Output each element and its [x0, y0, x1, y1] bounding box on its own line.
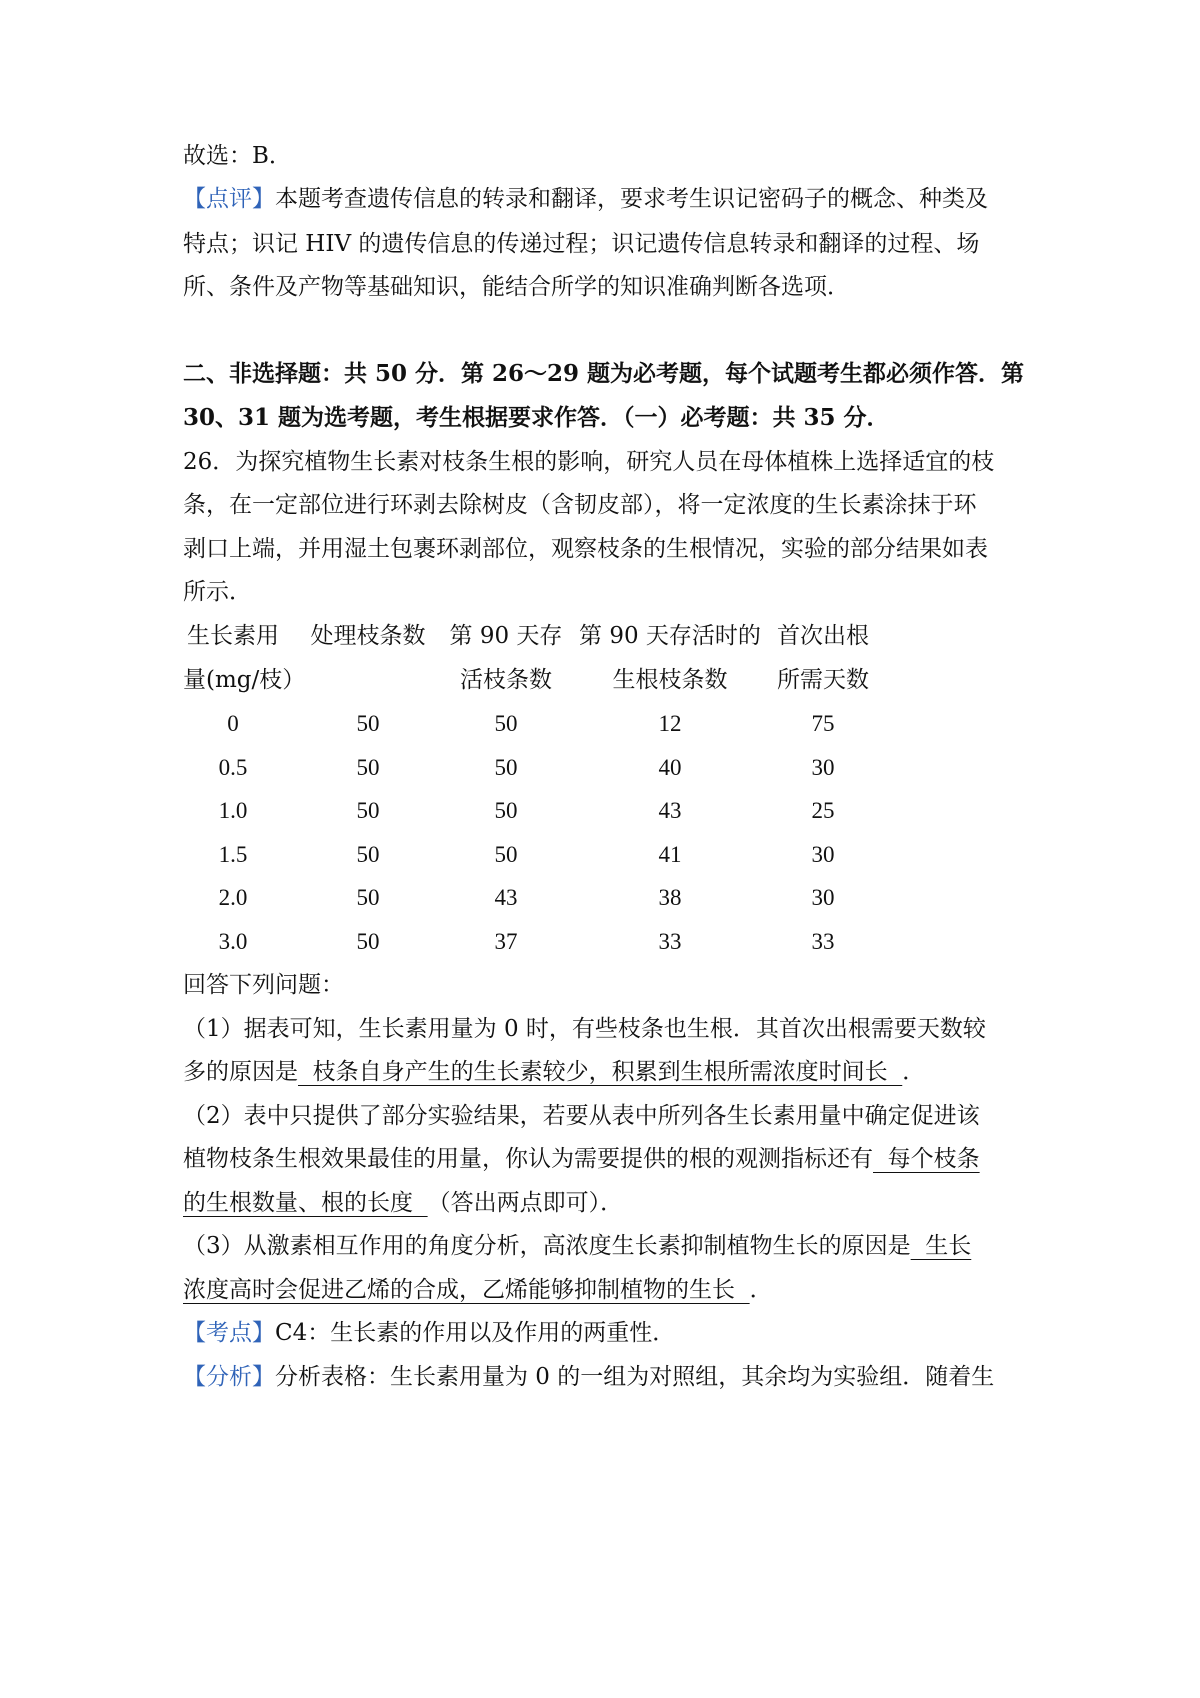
q3-line-1 — [183, 1230, 971, 1262]
table-cell: 25 — [811, 798, 835, 823]
table-cell: 30 — [811, 842, 835, 867]
section-heading-line-1: 二、非选择题：共 50 分．第 26～29 题为必考题，每个试题考生都必须作答．第 — [183, 360, 1025, 387]
review-text-1: 本题考查遗传信息的转录和翻译，要求考生识记密码子的概念、种类及 — [275, 186, 988, 212]
q1-suffix: ． — [902, 1059, 926, 1085]
q2-answer-part-1: 每个枝条 — [873, 1146, 980, 1172]
table-cell: 43 — [494, 885, 518, 910]
table-cell: 41 — [658, 842, 682, 867]
q1-prefix: 多的原因是 — [183, 1059, 298, 1085]
table-cell: 50 — [356, 798, 380, 823]
table-cell: 33 — [811, 929, 835, 954]
q1-line-2 — [183, 1056, 925, 1088]
table-cell: 50 — [494, 755, 518, 780]
table-cell: 3.0 — [218, 929, 248, 954]
q1-line-1: （1）据表可知，生长素用量为 0 时，有些枝条也生根．其首次出根需要天数较 — [183, 1016, 986, 1042]
fenxi-tag: 【分析】 — [183, 1364, 275, 1390]
table-cell: 50 — [356, 755, 380, 780]
table-cell: 43 — [658, 798, 682, 823]
answer-prompt: 回答下列问题： — [183, 972, 344, 998]
table-cell: 12 — [658, 711, 682, 736]
review-line-3: 所、条件及产物等基础知识，能结合所学的知识准确判断各选项． — [183, 274, 850, 300]
question-26-line-1: 26．为探究植物生长素对枝条生根的影响，研究人员在母体植株上选择适宜的枝 — [183, 449, 995, 475]
question-26-line-3: 剥口上端，并用湿土包裹环剥部位，观察枝条的生根情况，实验的部分结果如表 — [183, 536, 988, 562]
q2-line-3 — [183, 1187, 623, 1219]
table-cell: 1.0 — [218, 798, 248, 823]
table-header-rooted-1: 第 90 天存活时的 — [579, 623, 761, 649]
table-cell: 50 — [356, 842, 380, 867]
kaodian-tag: 【考点】 — [183, 1320, 275, 1346]
table-cell: 2.0 — [218, 885, 248, 910]
table-cell: 50 — [494, 842, 518, 867]
table-cell: 50 — [356, 711, 380, 736]
table-cell: 50 — [356, 929, 380, 954]
table-cell: 0 — [227, 711, 239, 736]
q2-suffix: （答出两点即可）． — [427, 1190, 624, 1216]
table-header-rooted-2: 生根枝条数 — [612, 667, 728, 693]
table-header-days-2: 所需天数 — [777, 667, 869, 693]
q2-prefix: 植物枝条生根效果最佳的用量，你认为需要提供的根的观测指标还有 — [183, 1146, 873, 1172]
table-cell: 50 — [356, 885, 380, 910]
review-tag: 【点评】 — [183, 186, 275, 212]
table-cell: 30 — [811, 885, 835, 910]
question-26-line-4: 所示． — [183, 579, 252, 605]
table-cell: 50 — [494, 711, 518, 736]
table-header-dose-1: 生长素用 — [187, 623, 279, 649]
table-header-survived-2: 活枝条数 — [460, 667, 552, 693]
q2-line-2 — [183, 1143, 980, 1175]
table-cell: 40 — [658, 755, 682, 780]
q3-answer-part-2: 浓度高时会促进乙烯的合成，乙烯能够抑制植物的生长 — [183, 1277, 750, 1303]
q3-suffix: ． — [749, 1277, 773, 1303]
fenxi-text: 分析表格：生长素用量为 0 的一组为对照组，其余均为实验组．随着生 — [275, 1364, 995, 1390]
table-header-days-1: 首次出根 — [777, 623, 869, 649]
table-header-treated-1: 处理枝条数 — [310, 623, 426, 649]
kaodian-text: C4：生长素的作用以及作用的两重性． — [275, 1320, 676, 1346]
q1-answer: 枝条自身产生的生长素较少，积累到生根所需浓度时间长 — [298, 1059, 903, 1085]
q3-prefix: （3）从激素相互作用的角度分析，高浓度生长素抑制植物生长的原因是 — [183, 1233, 911, 1259]
q2-answer-part-2: 的生根数量、根的长度 — [183, 1190, 428, 1216]
review-line-1 — [183, 183, 988, 215]
section-heading-line-2: 30、31 题为选考题，考生根据要求作答．（一）必考题：共 35 分． — [183, 404, 890, 431]
table-cell: 38 — [658, 885, 682, 910]
table-cell: 30 — [811, 755, 835, 780]
fenxi-line — [183, 1361, 994, 1393]
table-cell: 37 — [494, 929, 518, 954]
table-header-dose-2: 量(mg/枝） — [183, 667, 306, 693]
question-26-line-2: 条，在一定部位进行环剥去除树皮（含韧皮部），将一定浓度的生长素涂抹于环 — [183, 492, 977, 518]
q3-answer-part-1: 生长 — [910, 1233, 972, 1259]
table-cell: 1.5 — [218, 842, 248, 867]
kaodian-line — [183, 1317, 675, 1349]
table-cell: 33 — [658, 929, 682, 954]
table-cell: 0.5 — [218, 755, 248, 780]
q3-line-2 — [183, 1274, 773, 1306]
table-cell: 75 — [811, 711, 835, 736]
table-header-survived-1: 第 90 天存 — [449, 623, 563, 649]
previous-answer: 故选：B． — [183, 143, 292, 169]
review-line-2: 特点；识记 HIV 的遗传信息的传递过程；识记遗传信息转录和翻译的过程、场 — [183, 231, 980, 257]
q2-line-1: （2）表中只提供了部分实验结果，若要从表中所列各生长素用量中确定促进该 — [183, 1103, 980, 1129]
table-cell: 50 — [494, 798, 518, 823]
